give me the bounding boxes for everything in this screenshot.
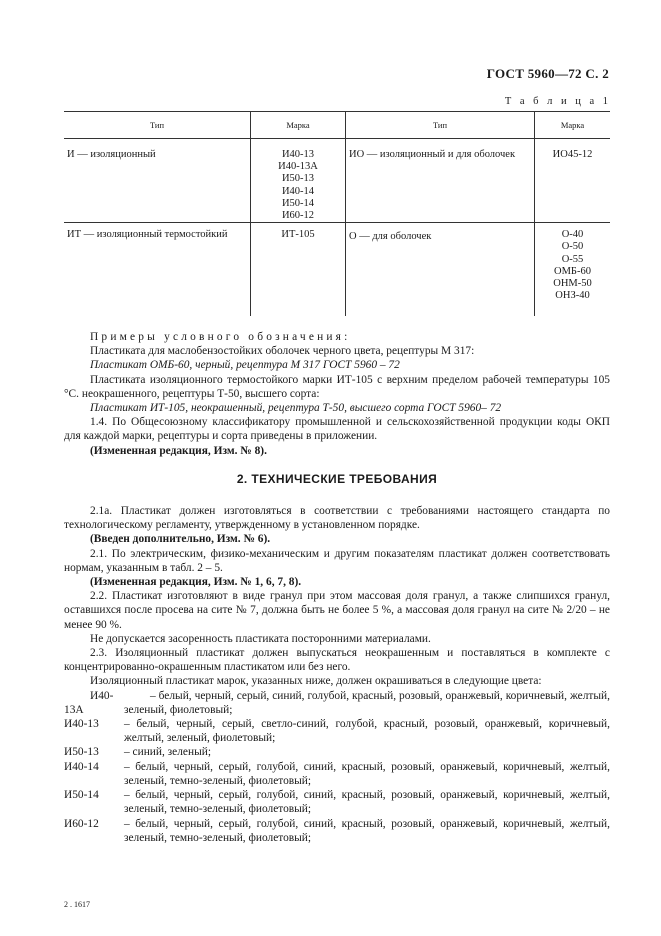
- cell-mark: ИТ-105: [251, 223, 346, 317]
- cell-type-2-text: ИО — изоляционный и для оболочек: [349, 149, 516, 160]
- col-header-mark-2: Марка: [535, 112, 611, 139]
- col-header-type-2: Тип: [346, 112, 535, 139]
- color-mark: И40-14: [64, 760, 99, 773]
- color-row: [64, 788, 610, 816]
- mark-item: И50-13: [281, 173, 315, 185]
- mark-item: И40-13А: [278, 161, 318, 173]
- color-row: [64, 817, 610, 845]
- examples-heading: Примеры условного обозначения:: [90, 331, 351, 343]
- color-list: – белый, черный, серый, светло-синий, голубой, красный, розовый, оранжевый, коричневый, желтый, зеленый, фиолетовый;: [124, 718, 610, 745]
- mark-item: О-40: [561, 229, 584, 241]
- mark-item: О-50: [561, 241, 584, 253]
- table-row: [64, 223, 610, 317]
- clause-2-2-note: Не допускается засоренность пластиката посторонними материалами.: [90, 632, 431, 645]
- table-row: [64, 139, 610, 223]
- color-mark: И40-13: [64, 718, 99, 731]
- color-mark: И40-13А: [64, 689, 114, 716]
- color-mark: И50-13: [64, 746, 99, 759]
- amendment-note: (Измененная редакция, Изм. № 8).: [90, 444, 267, 457]
- example-2-designation: Пластикат ИТ-105, неокрашенный, рецептура Т-50, высшего сорта ГОСТ 5960– 72: [90, 402, 502, 415]
- col-header-type: Тип: [64, 112, 251, 139]
- color-row: [64, 689, 610, 717]
- color-list: – синий, зеленый;: [124, 746, 211, 759]
- mark-item: ОНМ-50: [553, 278, 592, 290]
- section-title: 2. ТЕХНИЧЕСКИЕ ТРЕБОВАНИЯ: [236, 471, 438, 486]
- col-header-mark: Марка: [251, 112, 346, 139]
- mark-item: И40-14: [281, 185, 315, 197]
- color-list: – белый, черный, серый, голубой, синий, красный, розовый, оранжевый, коричневый, желтый, зеленый, темно-зеленый, фиолетовый;: [124, 789, 610, 816]
- clause-2-3: 2.3. Изоляционный пластикат должен выпускаться неокрашенным и поставляться в комплекте с концентрированно-окрашенным пластикатом или без него.: [64, 647, 610, 674]
- amendment-note: (Введен дополнительно, Изм. № 6).: [90, 533, 271, 546]
- example-2: Пластиката изоляционного термостойкого марки ИТ-105 с верхним пределом рабочей температуры 105 °С. неокрашенного, рецептуры Т-50, высшего сорта:: [64, 373, 610, 400]
- cell-type-2: [346, 223, 535, 317]
- cell-marks: [251, 139, 346, 223]
- color-row: [64, 745, 610, 759]
- mark-item: И50-14: [281, 197, 315, 209]
- color-mark: И50-14: [64, 789, 99, 802]
- table-caption: Т а б л и ц а 1: [504, 96, 611, 107]
- color-row: [64, 760, 610, 788]
- example-1: Пластиката для маслобензостойких оболочек черного цвета, рецептуры М 317:: [90, 345, 475, 358]
- cell-type-2: [346, 139, 535, 223]
- document-body: [64, 330, 610, 845]
- color-row: [64, 717, 610, 745]
- cell-type: ИТ — изоляционный термостойкий: [64, 223, 251, 317]
- amendment-note: (Измененная редакция, Изм. № 1, 6, 7, 8).: [90, 576, 302, 589]
- cell-type-2-text: О — для оболочек: [349, 231, 432, 243]
- color-mark: И60-12: [64, 817, 99, 830]
- table-1: [64, 111, 610, 316]
- clause-1-4: 1.4. По Общесоюзному классификатору промышленной и сельскохозяйственной продукции коды ОКП для каждой марки, рецептуры и сорта приведены в приложении.: [64, 416, 610, 443]
- color-list: – белый, черный, серый, синий, голубой, красный, розовый, оранжевый, коричневый, желтый, зеленый, фиолетовый;: [124, 689, 610, 716]
- mark-item: И60-12: [281, 210, 315, 222]
- mark-item: ОМБ-60: [554, 265, 591, 277]
- mark-item: ОНЗ-40: [555, 290, 590, 302]
- page-header: ГОСТ 5960—72 С. 2: [486, 66, 609, 81]
- cell-type: И — изоляционный: [67, 149, 156, 160]
- clause-2-3-note: Изоляционный пластикат марок, указанных ниже, должен окрашиваться в следующие цвета:: [90, 675, 542, 688]
- color-list: – белый, черный, серый, голубой, синий, красный, розовый, оранжевый, коричневый, желтый, зеленый, темно-зеленый, фиолетовый;: [124, 760, 610, 787]
- mark-item: О-55: [561, 253, 584, 265]
- page-footer: 2 . 1617: [64, 900, 90, 909]
- clause-2-2: 2.2. Пластикат изготовляют в виде гранул при этом массовая доля гранул, а также слипшихся гранул, оставшихся после просева на сите № 7, должна быть не более 5 %, а массовая доля гранул на сите № 2/20 – не менее 90 %.: [64, 590, 610, 631]
- cell-mark-2: ИО45-12: [535, 139, 611, 223]
- color-list: – белый, черный, серый, голубой, синий, красный, розовый, оранжевый, коричневый, желтый, зеленый, темно-зеленый, фиолетовый;: [124, 817, 610, 844]
- example-1-designation: Пластикат ОМБ-60, черный, рецептура М 317 ГОСТ 5960 – 72: [90, 359, 400, 372]
- clause-2-1: 2.1. По электрическим, физико-механическим и другим показателям пластикат должен соответствовать нормам, указанным в табл. 2 – 5.: [64, 547, 610, 574]
- mark-item: И40-13: [281, 149, 315, 160]
- clause-2-1a: 2.1а. Пластикат должен изготовляться в соответствии с требованиями настоящего стандарта по технологическому регламенту, утвержденному в установленном порядке.: [64, 505, 610, 532]
- cell-marks-2: [535, 223, 611, 317]
